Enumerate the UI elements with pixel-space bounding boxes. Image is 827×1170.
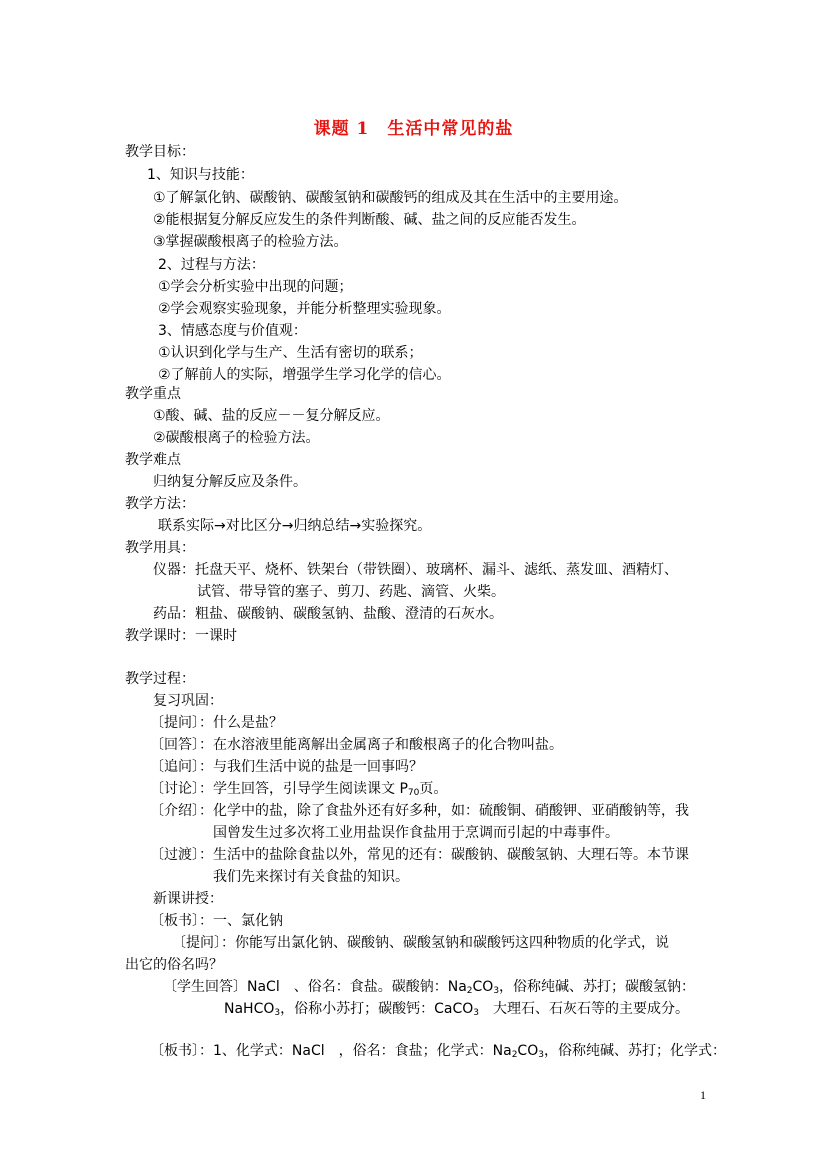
text-line (153, 406, 390, 426)
line-text: 教学重点 (125, 386, 181, 402)
subscript: 3 (493, 986, 500, 996)
text-line (153, 188, 628, 208)
text-line (150, 735, 563, 755)
line-text: ②碳酸根离子的检验方法。 (153, 430, 320, 446)
text-line (125, 494, 195, 514)
text-line (158, 343, 423, 363)
text-line (153, 210, 586, 230)
text-line (163, 977, 695, 1001)
line-text: 我们先来探讨有关食盐的知识。 (213, 869, 409, 885)
page-title: 课题 1 生活中常见的盐 (313, 119, 514, 139)
line-text: ②学会观察实验现象，并能分析整理实验现象。 (158, 301, 451, 317)
subscript: 3 (538, 1050, 544, 1060)
text-line (153, 604, 503, 624)
text-line (147, 165, 254, 185)
text-line (158, 255, 265, 275)
text-line (213, 867, 409, 887)
line-text: 教学目标： (125, 144, 195, 160)
text-line (158, 321, 307, 341)
line-text: 新课讲授： (153, 891, 223, 907)
subscript: 70 (407, 788, 420, 798)
subscript: 3 (473, 1008, 479, 1018)
line-text: ，俗称纯碱、苏打；碳酸氢钠： (499, 979, 696, 995)
line-text: ③掌握碳酸根离子的检验方法。 (153, 234, 348, 250)
line-text: 教学过程： (125, 671, 195, 687)
line-text: ，俗称纯碱、苏打；化学式： (543, 1043, 726, 1059)
line-text: CO (517, 1043, 539, 1059)
text-line (153, 691, 223, 711)
line-text: 〔回答〕：在水溶液里能离解出金属离子和酸根离子的化合物叫盐。 (150, 737, 563, 753)
line-text: 〔提问〕：你能写出氯化钠、碳酸钠、碳酸氢钠和碳酸钙这四种物质的化学式，说 (172, 935, 669, 951)
line-text: 教学用具： (125, 540, 195, 556)
text-line (150, 757, 423, 777)
line-text: 大理石、石灰石等的主要成分。 (479, 1001, 689, 1017)
text-line (153, 472, 307, 492)
line-text: 2、过程与方法： (158, 257, 265, 273)
line-text: ①学会分析实验中出现的问题； (158, 279, 353, 295)
text-line (150, 1041, 726, 1065)
text-line (150, 911, 283, 931)
line-text: 联系实际→对比区分→归纳总结→实验探究。 (158, 518, 432, 534)
text-line (125, 538, 195, 558)
line-text: 1、知识与技能： (147, 167, 254, 183)
line-text: 〔板书〕：一、氯化钠 (150, 913, 283, 929)
text-line (224, 999, 689, 1023)
subscript: 3 (274, 1008, 281, 1018)
line-text: 〔板书〕：1、化学式：NaCl ，俗名：食盐；化学式：Na (150, 1043, 512, 1059)
line-text: NaHCO (224, 1001, 275, 1017)
text-line (153, 560, 678, 580)
line-text: 归纳复分解反应及条件。 (153, 474, 307, 490)
text-line (158, 299, 451, 319)
line-text: ②了解前人的实际，增强学生学习化学的信心。 (158, 367, 451, 383)
line-text: 〔过渡〕：生活中的盐除食盐以外，常见的还有：碳酸钠、碳酸氢钠、大理石等。本节课 (150, 847, 689, 863)
text-line (158, 516, 431, 536)
text-line (150, 845, 689, 865)
line-text: 出它的俗名吗？ (125, 957, 223, 973)
text-line (125, 955, 223, 975)
text-line (125, 626, 237, 646)
line-text: 教学课时：一课时 (125, 628, 237, 644)
line-text: 〔学生回答〕NaCl 、俗名：食盐。碳酸钠：Na (163, 979, 467, 995)
line-text: 〔介绍〕：化学中的盐，除了食盐外还有好多种，如：硫酸铜、硝酸钾、亚硝酸钠等，我 (150, 803, 689, 819)
text-line (158, 277, 353, 297)
text-line (150, 801, 689, 821)
line-text: 药品：粗盐、碳酸钠、碳酸氢钠、盐酸、澄清的石灰水。 (153, 606, 503, 622)
line-text: 〔追问〕：与我们生活中说的盐是一回事吗？ (150, 759, 423, 775)
text-line (150, 779, 447, 803)
subscript: 2 (511, 1050, 518, 1060)
line-text: ②能根据复分解反应发生的条件判断酸、碱、盐之间的反应能否发生。 (153, 212, 586, 228)
text-line (172, 933, 669, 953)
subscript: 2 (466, 986, 473, 996)
page-number: 1 (700, 1088, 706, 1102)
line-text: ，俗称小苏打；碳酸钙：CaCO (280, 1001, 474, 1017)
text-line (213, 823, 619, 843)
line-text: 国曾发生过多次将工业用盐误作食盐用于烹调而引起的中毒事件。 (213, 825, 619, 841)
text-line (150, 713, 283, 733)
line-text: 3、情感态度与价值观： (158, 323, 307, 339)
line-text: 仪器：托盘天平、烧杯、铁架台（带铁圈）、玻璃杯、漏斗、滤纸、蒸发皿、酒精灯、 (153, 562, 678, 578)
line-text: 〔提问〕：什么是盐？ (150, 715, 283, 731)
text-line (153, 428, 320, 448)
line-text: 教学难点 (125, 452, 181, 468)
text-line (125, 669, 195, 689)
line-text: 复习巩固： (153, 693, 223, 709)
text-line (158, 365, 451, 385)
text-line (153, 889, 223, 909)
text-line (153, 232, 348, 252)
text-line (125, 450, 181, 470)
line-text: ①了解氯化钠、碳酸钠、碳酸氢钠和碳酸钙的组成及其在生活中的主要用途。 (153, 190, 628, 206)
text-line (197, 582, 505, 602)
line-text: 〔讨论〕：学生回答，引导学生阅读课文 P (150, 781, 408, 797)
line-text: 页。 (419, 781, 448, 797)
text-line (125, 142, 195, 162)
line-text: ①酸、碱、盐的反应－－复分解反应。 (153, 408, 390, 424)
line-text: 试管、带导管的塞子、剪刀、药匙、滴管、火柴。 (197, 584, 505, 600)
line-text: 教学方法： (125, 496, 195, 512)
line-text: ①认识到化学与生产、生活有密切的联系； (158, 345, 423, 361)
line-text: CO (472, 979, 494, 995)
text-line (125, 384, 181, 404)
